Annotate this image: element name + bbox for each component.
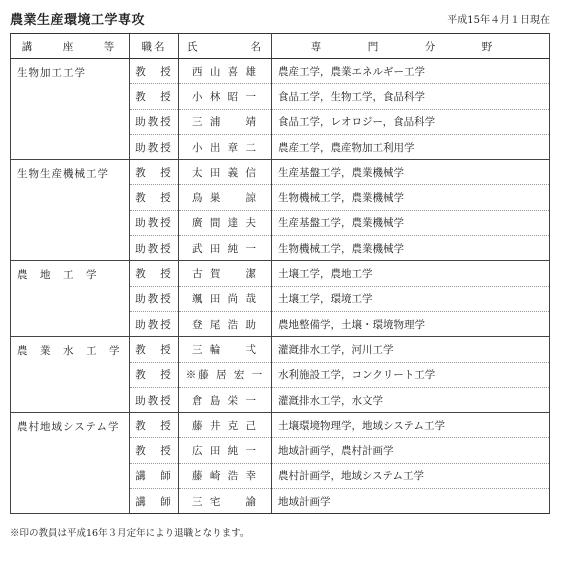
title-cell: 助教授 xyxy=(130,286,179,311)
table-row xyxy=(11,261,550,286)
name-cell: 太 田 義 信 xyxy=(179,160,272,185)
name-cell: 三 浦 靖 xyxy=(179,109,272,134)
course-cell: 生物生産機械工学 xyxy=(11,160,130,261)
table-header-row xyxy=(11,34,550,59)
field-cell: 農産工学，農業エネルギー工学 xyxy=(272,59,550,84)
name-cell: 三 宅 諭 xyxy=(179,489,272,514)
title-cell: 教 授 xyxy=(130,413,179,438)
title-cell: 教 授 xyxy=(130,59,179,84)
name-cell: 颯 田 尚 哉 xyxy=(179,286,272,311)
header-course: 講 座 等 xyxy=(11,34,130,59)
title-cell: 教 授 xyxy=(130,160,179,185)
title-cell: 教 授 xyxy=(130,185,179,210)
title-cell: 教 授 xyxy=(130,438,179,463)
title-cell: 教 授 xyxy=(130,261,179,286)
name-cell: 小 林 昭 一 xyxy=(179,84,272,109)
title-cell: 講 師 xyxy=(130,463,179,488)
title-cell: 教 授 xyxy=(130,362,179,387)
field-cell: 土壌工学，農地工学 xyxy=(272,261,550,286)
course-cell: 農 地 工 学 xyxy=(11,261,130,337)
name-cell: 広 田 純 一 xyxy=(179,438,272,463)
field-cell: 灌漑排水工学，水文学 xyxy=(272,387,550,412)
field-cell: 土壌環境物理学，地域システム工学 xyxy=(272,413,550,438)
table-row xyxy=(11,337,550,362)
name-cell: 西 山 喜 雄 xyxy=(179,59,272,84)
name-cell: 倉 島 栄 一 xyxy=(179,387,272,412)
name-cell: 藤 井 克 己 xyxy=(179,413,272,438)
field-cell: 生産基盤工学，農業機械学 xyxy=(272,210,550,235)
field-cell: 農村計画学，地域システム工学 xyxy=(272,463,550,488)
table-row xyxy=(11,160,550,185)
course-cell: 農 業 水 工 学 xyxy=(11,337,130,413)
name-cell: 武 田 純 一 xyxy=(179,236,272,261)
field-cell: 食品工学，レオロジー，食品科学 xyxy=(272,109,550,134)
name-cell: 鳥 巣 諒 xyxy=(179,185,272,210)
footnote: ※印の教員は平成16年３月定年により退職となります。 xyxy=(10,528,250,539)
name-cell: 藤 崎 浩 幸 xyxy=(179,463,272,488)
field-cell: 灌漑排水工学，河川工学 xyxy=(272,337,550,362)
field-cell: 土壌工学，環境工学 xyxy=(272,286,550,311)
field-cell: 水利施設工学，コンクリート工学 xyxy=(272,362,550,387)
course-cell: 生物加工工学 xyxy=(11,59,130,160)
field-cell: 生物機械工学，農業機械学 xyxy=(272,185,550,210)
name-cell: 登 尾 浩 助 xyxy=(179,311,272,336)
header-title: 職名 xyxy=(130,34,179,59)
field-cell: 地域計画学 xyxy=(272,489,550,514)
page-title: 農業生産環境工学専攻 xyxy=(10,13,146,28)
field-cell: 地域計画学，農村計画学 xyxy=(272,438,550,463)
title-cell: 助教授 xyxy=(130,236,179,261)
header-name-right: 名 xyxy=(250,40,263,53)
name-cell: ※藤 居 宏 一 xyxy=(179,362,272,387)
title-cell: 教 授 xyxy=(130,337,179,362)
table-row xyxy=(11,59,550,84)
faculty-table xyxy=(10,33,550,514)
title-cell: 助教授 xyxy=(130,387,179,412)
title-cell: 助教授 xyxy=(130,311,179,336)
field-cell: 生産基盤工学，農業機械学 xyxy=(272,160,550,185)
header-field: 専 門 分 野 xyxy=(272,34,550,59)
title-cell: 講 師 xyxy=(130,489,179,514)
name-cell: 古 賀 潔 xyxy=(179,261,272,286)
name-cell: 廣 間 達 夫 xyxy=(179,210,272,235)
title-cell: 助教授 xyxy=(130,109,179,134)
header-name xyxy=(179,34,272,59)
as-of-date: 平成15年４月１日現在 xyxy=(447,15,550,26)
table-row xyxy=(11,413,550,438)
field-cell: 食品工学，生物工学，食品科学 xyxy=(272,84,550,109)
header-name-left: 氏 xyxy=(187,40,200,53)
name-cell: 小 出 章 二 xyxy=(179,134,272,159)
name-cell: 三 輪 弌 xyxy=(179,337,272,362)
course-cell: 農村地域システム学 xyxy=(11,413,130,514)
title-cell: 助教授 xyxy=(130,210,179,235)
field-cell: 農地整備学，土壌・環境物理学 xyxy=(272,311,550,336)
title-cell: 助教授 xyxy=(130,134,179,159)
title-cell: 教 授 xyxy=(130,84,179,109)
field-cell: 生物機械工学，農業機械学 xyxy=(272,236,550,261)
field-cell: 農産工学，農産物加工利用学 xyxy=(272,134,550,159)
